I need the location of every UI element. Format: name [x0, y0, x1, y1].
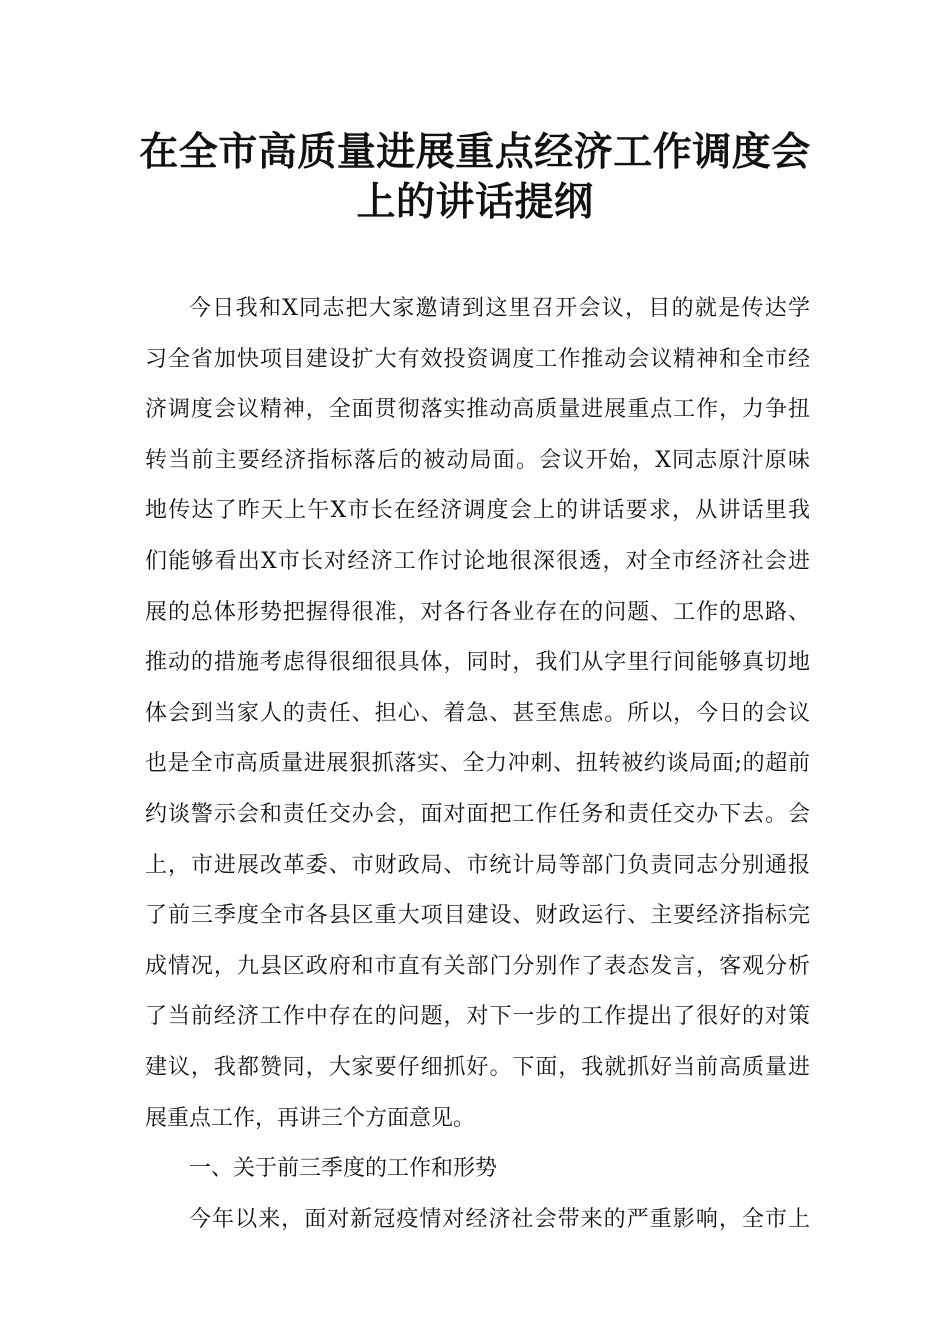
paragraph-line: 体会到当家人的责任、担心、着急、甚至焦虑。所以，今日的会议	[145, 700, 810, 726]
title-line-1: 在全市高质量进展重点经济工作调度会	[139, 130, 811, 175]
paragraph-line: 也是全市高质量进展狠抓落实、全力冲刺、扭转被约谈局面;的超前	[145, 751, 810, 777]
paragraph-line: 展的总体形势把握得很准，对各行各业存在的问题、工作的思路、	[145, 599, 810, 625]
paragraph-line: 们能够看出X市长对经济工作讨论地很深很透，对全市经济社会进	[145, 548, 810, 574]
paragraph-line: 展重点工作，再讲三个方面意见。	[145, 1105, 476, 1131]
paragraph-line: 习全省加快项目建设扩大有效投资调度工作推动会议精神和全市经	[145, 346, 810, 372]
title-line-2: 上的讲话提纲	[356, 180, 594, 225]
paragraph-line: 地传达了昨天上午X市长在经济调度会上的讲话要求，从讲话里我	[145, 498, 810, 524]
section-heading: 一、关于前三季度的工作和形势	[189, 1156, 498, 1182]
paragraph-line: 转当前主要经济指标落后的被动局面。会议开始，X同志原汁原味	[145, 447, 810, 473]
paragraph-line: 上，市进展改革委、市财政局、市统计局等部门负责同志分别通报	[145, 852, 810, 878]
paragraph-line: 今日我和X同志把大家邀请到这里召开会议，目的就是传达学	[189, 296, 810, 321]
document-title	[120, 128, 830, 228]
paragraph-line: 推动的措施考虑得很细很具体，同时，我们从字里行间能够真切地	[145, 650, 810, 676]
paragraph-line: 建议，我都赞同，大家要仔细抓好。下面，我就抓好当前高质量进	[145, 1054, 810, 1080]
paragraph-line: 了当前经济工作中存在的问题，对下一步的工作提出了很好的对策	[145, 1004, 810, 1030]
paragraph-line: 约谈警示会和责任交办会，面对面把工作任务和责任交办下去。会	[145, 801, 810, 827]
paragraph-line: 了前三季度全市各县区重大项目建设、财政运行、主要经济指标完	[145, 903, 810, 929]
paragraph-line: 成情况，九县区政府和市直有关部门分别作了表态发言，客观分析	[145, 953, 810, 979]
document-body	[145, 284, 810, 1245]
paragraph-line: 济调度会议精神，全面贯彻落实推动高质量进展重点工作，力争扭	[145, 397, 810, 423]
paragraph-line: 今年以来，面对新冠疫情对经济社会带来的严重影响，全市上	[189, 1206, 810, 1232]
